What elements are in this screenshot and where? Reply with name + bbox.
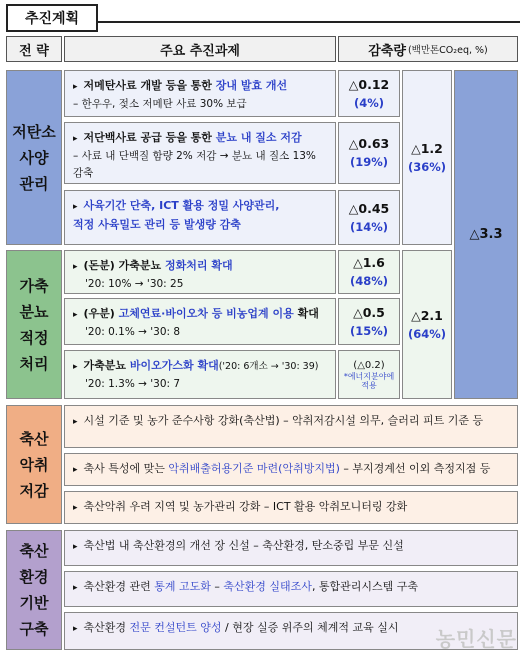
task-text: 축산악취 우려 지역 및 농가관리 강화 – ICT 활용 악취모니터링 강화 [83, 500, 408, 513]
value-percent: (4%) [353, 95, 385, 110]
task-sub-text: – 사료 내 단백질 함량 2% 저감 → 분뇨 내 질소 13% 감축 [73, 150, 316, 179]
category-low-carbon-feed: 저탄소 사양 관리 [6, 70, 62, 245]
task-sub-text: '20: 10% → '30: 25 [85, 278, 184, 290]
value-note: *에너지분야에 적용 [343, 371, 395, 390]
header-tasks: 주요 추진과제 [64, 36, 336, 62]
task-main-text: 저메탄사료 개발 등을 통한 [83, 79, 216, 92]
task-precision-management [64, 190, 336, 245]
header-reduction-unit: (백만톤CO₂eq, %) [407, 45, 488, 56]
task-highlight: 악취배출허용기준 마련(악취방지법) [168, 462, 340, 475]
task-main-suffix: ('20: 6개소 → '30: 39) [218, 361, 319, 372]
bullet-icon: ▸ [73, 362, 78, 372]
total-reduction [454, 70, 518, 399]
task-main-suffix: 확대 [293, 307, 319, 320]
value-amount: △0.12 [348, 76, 390, 92]
value-biogas [338, 350, 400, 399]
total-amount: △3.3 [469, 226, 503, 242]
value-percent: (14%) [349, 219, 389, 234]
value-amount: △1.6 [353, 255, 385, 270]
value-enteric [338, 70, 400, 117]
task-suffix: – 부지경계선 이외 측정지점 등 [339, 462, 491, 475]
value-percent: (15%) [349, 323, 389, 338]
bullet-icon: ▸ [73, 542, 78, 552]
task-highlight: 사육기간 단축, ICT 활용 정밀 사양관리, [83, 199, 280, 212]
bullet-icon: ▸ [73, 503, 78, 513]
bullet-icon: ▸ [73, 583, 78, 593]
watermark-logo: 농민신문 [435, 627, 517, 651]
bullet-icon: ▸ [73, 134, 78, 144]
task-main-text: (우분) [83, 307, 119, 320]
bullet-icon: ▸ [73, 262, 78, 272]
title-underline [98, 21, 520, 23]
subtotal-low-carbon-feed [402, 70, 452, 245]
value-percent: (19%) [349, 155, 389, 169]
task-text: 축산법 내 축산환경의 개선 장 신설 – 축산환경, 탄소중립 부문 신설 [83, 539, 404, 552]
subtotal-percent: (64%) [407, 326, 447, 341]
task-highlight: 분뇨 내 질소 저감 [215, 131, 302, 144]
bullet-icon: ▸ [73, 417, 78, 427]
value-nitrogen [338, 122, 400, 184]
task-text: 시설 기준 및 농가 준수사항 강화(축산법) – 악취저감시설 의무, 슬러리 피트 기준 등 [83, 414, 484, 427]
task-sub-text: – 한우우, 젖소 저메탄 사료 30% 보급 [73, 98, 247, 110]
value-amount: △0.63 [348, 136, 390, 151]
task-highlight: 통계 고도화 [154, 580, 211, 593]
bullet-icon: ▸ [73, 624, 78, 634]
task-cattle-manure [64, 298, 336, 345]
task-enteric-fermentation [64, 70, 336, 117]
task-statistics [64, 571, 518, 607]
category-odor-reduction: 축산 악취 저감 [6, 405, 62, 524]
value-cattle-manure [338, 298, 400, 345]
task-highlight: 고체연료·바이오차 등 비농업계 이용 [118, 307, 294, 320]
task-odor-facility [64, 405, 518, 448]
task-suffix: , 통합관리시스템 구축 [311, 580, 419, 593]
task-highlight: 전문 컨설턴트 양성 [129, 621, 222, 634]
subtotal-percent: (36%) [407, 159, 447, 174]
header-reduction [338, 36, 518, 62]
task-mid: – [210, 580, 224, 593]
bullet-icon: ▸ [73, 82, 78, 92]
task-highlight: 정화처리 확대 [165, 259, 233, 272]
task-sub-text: '20: 1.3% → '30: 7 [85, 378, 181, 390]
task-pig-manure [64, 250, 336, 294]
category-manure-treatment: 가축 분뇨 적정 처리 [6, 250, 62, 399]
bullet-icon: ▸ [73, 465, 78, 475]
task-highlight-2: 적정 사육밀도 관리 등 발생량 감축 [73, 218, 241, 231]
subtotal-amount: △1.2 [411, 140, 443, 156]
task-suffix: / 현장 실증 위주의 체계적 교육 실시 [221, 621, 399, 634]
task-livestock-law [64, 530, 518, 566]
header-reduction-label: 감축량 [368, 43, 406, 59]
task-odor-standards [64, 453, 518, 486]
task-text: 축산환경 관련 [83, 580, 155, 593]
bullet-icon: ▸ [73, 202, 78, 212]
section-title: 추진계획 [6, 4, 98, 32]
task-highlight: 바이오가스화 확대 [129, 359, 219, 372]
task-highlight: 장내 발효 개선 [215, 79, 288, 92]
task-main-text: 저단백사료 공급 등을 통한 [83, 131, 216, 144]
value-amount: △0.45 [348, 200, 390, 216]
task-main-text: (돈분) 가축분뇨 [83, 259, 166, 272]
task-main-text: 가축분뇨 [83, 359, 130, 372]
subtotal-amount: △2.1 [411, 307, 443, 323]
task-biogas [64, 350, 336, 399]
value-amount: (△0.2) [353, 359, 385, 371]
task-sub-text: '20: 0.1% → '30: 8 [85, 326, 181, 338]
task-text: 축산환경 [83, 621, 130, 634]
value-amount: △0.5 [353, 304, 385, 320]
subtotal-manure [402, 250, 452, 399]
task-odor-monitoring [64, 491, 518, 524]
task-highlight-2: 축산환경 실태조사 [223, 580, 312, 593]
task-nitrogen-reduction [64, 122, 336, 184]
category-environment-base: 축산 환경 기반 구축 [6, 530, 62, 650]
value-precision [338, 190, 400, 245]
value-percent: (48%) [349, 274, 389, 288]
value-pig-manure [338, 250, 400, 294]
header-strategy: 전 략 [6, 36, 62, 62]
task-text: 축사 특성에 맞는 [83, 462, 169, 475]
bullet-icon: ▸ [73, 310, 78, 320]
